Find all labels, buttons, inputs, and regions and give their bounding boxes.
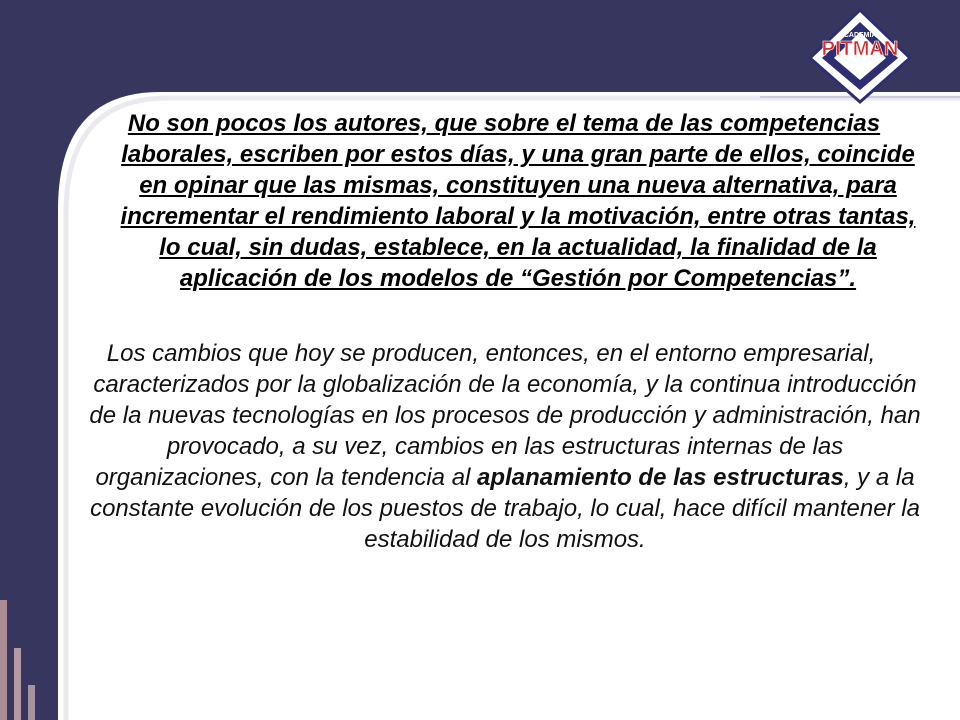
paragraph-changes-part1: Los cambios que hoy se producen, entonces, en el entorno empresarial, caracterizados por la globalización de la economía, y la continua introducción de la nuevas tecnologías en los procesos de producción y administración, han provocado, a su vez, cambios en las estructuras internas de las organizaciones, con la tendencia al (89, 340, 921, 491)
slide-body (60, 108, 921, 708)
logo-brand-text: PITMAN (821, 38, 899, 60)
academias-pitman-logo (806, 8, 914, 104)
accent-stripe-1 (0, 600, 7, 720)
logo-small-text: ACADEMIAS (838, 32, 882, 39)
paragraph-changes (60, 338, 922, 555)
paragraph-changes-part2: , y a la constante evolución de los puestos de trabajo, lo cual, hace difícil mantener la estabilidad de los mismos. (90, 464, 920, 553)
paragraph-changes-bold: aplanamiento de las estructuras (477, 464, 844, 491)
accent-stripe-2 (14, 648, 21, 720)
accent-stripe-3 (28, 685, 35, 720)
paragraph-intro: No son pocos los autores, que sobre el tema de las competencias laborales, escriben por estos días, y una gran parte de ellos, coincide en opinar que las mismas, constituyen una nueva alternativa, para incrementar el rendimiento laboral y la motivación, entre otras tantas, lo cual, sin dudas, establece, en la actualidad, la finalidad de la aplicación de los modelos de “Gestión por Competencias”. (120, 110, 916, 292)
